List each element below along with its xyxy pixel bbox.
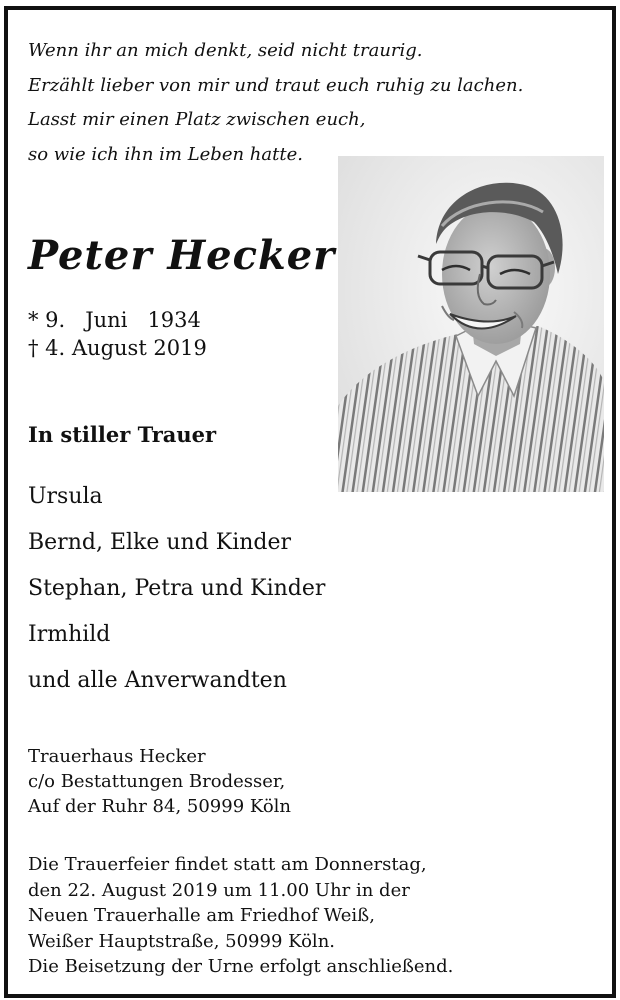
death-date: † 4. August 2019 (28, 336, 207, 360)
mourner: Bernd, Elke und Kinder (28, 530, 292, 555)
portrait-photo (338, 156, 604, 492)
poem-line: so wie ich ihn im Leben hatte. (28, 143, 303, 165)
mourning-heading: In stiller Trauer (28, 422, 217, 447)
mourner: Ursula (28, 484, 103, 509)
funeral-line: den 22. August 2019 um 11.00 Uhr in der (28, 879, 410, 901)
funeral-line: Neuen Trauerhalle am Friedhof Weiß, (28, 905, 375, 926)
mourner: und alle Anverwandten (28, 668, 287, 693)
portrait-illustration (338, 156, 604, 492)
mourners-list (28, 474, 325, 704)
funeral-line: Die Trauerfeier findet statt am Donnerstag, (28, 854, 427, 875)
mourner: Irmhild (28, 622, 111, 647)
obituary-frame (4, 6, 616, 998)
mourning-address (28, 744, 291, 819)
poem-line: Erzählt lieber von mir und traut euch ruhig zu lachen. (28, 74, 524, 96)
poem-line: Lasst mir einen Platz zwischen euch, (28, 109, 366, 130)
deceased-name: Peter Hecker (28, 232, 336, 279)
address-line: Auf der Ruhr 84, 50999 Köln (28, 796, 292, 817)
mourner: Stephan, Petra und Kinder (28, 576, 326, 601)
poem-line: Wenn ihr an mich denkt, seid nicht traurig. (28, 40, 423, 61)
life-dates (28, 306, 207, 362)
address-line: c/o Bestattungen Brodesser, (28, 771, 286, 792)
address-line: Trauerhaus Hecker (28, 746, 206, 767)
funeral-notice (28, 852, 453, 980)
funeral-line: Die Beisetzung der Urne erfolgt anschließend. (28, 956, 454, 977)
funeral-line: Weißer Hauptstraße, 50999 Köln. (28, 930, 336, 952)
birth-date: * 9. Juni 1934 (28, 308, 201, 332)
poem (28, 34, 588, 172)
